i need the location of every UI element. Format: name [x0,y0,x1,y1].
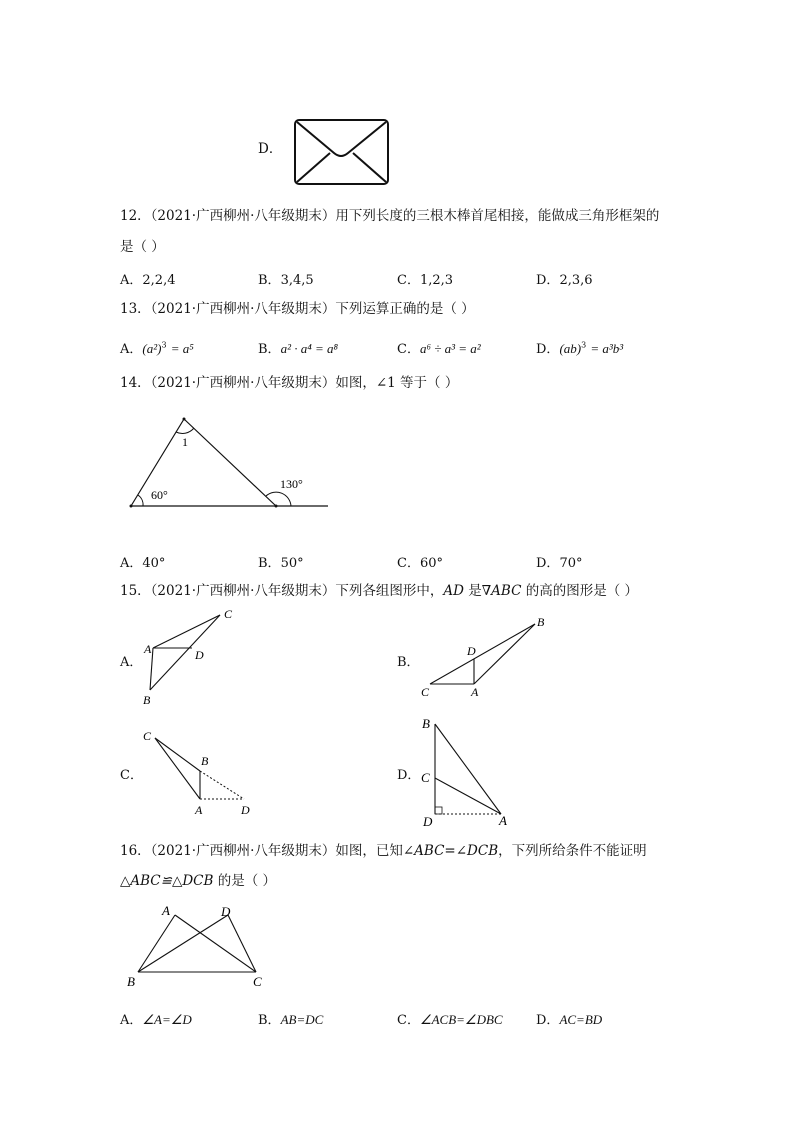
option-label: C． [397,556,420,571]
point-a: A [144,642,152,656]
option-rhs: = a³b³ [590,341,624,356]
option-value: ∠ACB=∠DBC [419,1012,503,1027]
point-c: C [421,685,430,699]
q12-option-c[interactable] [397,269,453,288]
option-exponent: 3 [581,340,587,350]
option-label: C． [397,1013,420,1028]
q15-option-d-label[interactable]: D． [397,768,421,783]
q14-triangle-figure [120,410,340,515]
point-d: D [195,648,204,662]
option-label: B． [258,342,281,357]
q16-option-d[interactable] [536,1009,602,1028]
right-angle-marker [435,807,442,814]
q15-figure-c [138,725,263,820]
q14-option-d[interactable] [536,552,582,571]
point-a: A [499,813,507,828]
q16-option-b[interactable] [258,1009,323,1028]
option-label: B． [258,1013,281,1028]
option-value: 3,4,5 [280,273,314,288]
option-label: A． [120,342,143,357]
point-c: C [253,974,262,989]
stem-text: 是 [463,583,482,599]
option-value: 60° [419,556,443,571]
q14-option-a[interactable] [120,552,165,571]
option-value: 50° [280,556,304,571]
point-a: A [471,685,479,699]
q13-option-c[interactable] [397,338,481,357]
point-b: B [127,974,135,989]
q12-option-b[interactable] [258,269,314,288]
q16-option-c[interactable] [397,1009,503,1028]
point-b: B [422,716,430,731]
option-expr: a⁶ ÷ a³ = a² [419,341,481,356]
q15-option-c-label[interactable]: C． [120,768,143,783]
stem-text: 的高的图形是（ ） [521,583,639,599]
point-d: D [241,803,250,817]
q15-figure-d [415,712,520,832]
option-value: AC=BD [559,1012,603,1027]
angle60-arc [138,495,143,506]
q15-stem [120,582,638,600]
q14-option-c[interactable] [397,552,443,571]
angle130-label: 130° [280,477,303,491]
q16-stem-line1 [120,842,647,860]
option-value: 1,2,3 [419,273,454,288]
q15-option-b-label[interactable]: B． [397,655,420,670]
angle60-label: 60° [151,488,168,502]
envelope-icon [292,117,392,187]
option-label: D． [536,556,560,571]
stem-text: 的是（ ） [213,873,276,889]
q13-option-a[interactable] [120,338,194,357]
option-value: 40° [142,556,166,571]
point-b: B [537,615,545,629]
q16-option-a[interactable] [120,1009,192,1028]
stem-text: 15．（2021·广西柳州·八年级期末）下列各组图形中， [120,583,444,599]
option-label: D． [536,1013,560,1028]
point-c: C [224,607,233,621]
option-value: ∠A=∠D [142,1012,192,1027]
point-a: A [195,803,203,817]
option-label: A． [120,1013,143,1028]
right-side [184,419,276,506]
stem-triangle: ∇ABC [481,583,522,599]
option-rhs: = a⁵ [170,341,194,356]
point-b: B [143,693,151,707]
point-c: C [143,729,152,743]
q15-figure-b [415,612,555,702]
option-expr: a² · a⁴ = a⁸ [280,341,339,356]
option-base: (ab) [559,341,582,356]
q12-option-d[interactable] [536,269,593,288]
q12-option-a[interactable] [120,269,175,288]
option-value: AB=DC [280,1012,324,1027]
point-d: D [221,904,231,919]
option-label: D． [536,342,560,357]
q13-option-d[interactable] [536,338,623,357]
q14-stem: 14．（2021·广西柳州·八年级期末）如图，∠1 等于（ ） [120,375,459,391]
option-base: (a²) [142,341,162,356]
option-label: D． [536,273,560,288]
option-label: C． [397,342,420,357]
q13-stem: 13．（2021·广西柳州·八年级期末）下列运算正确的是（ ） [120,301,475,317]
q12-stem-line2: 是（ ） [120,239,165,255]
point-b: B [201,754,209,768]
option-value: 2,3,6 [559,273,593,288]
option-label: C． [397,273,420,288]
q14-option-b[interactable] [258,552,304,571]
option-label: A． [120,273,143,288]
q11-option-d-label: D． [258,141,283,157]
stem-congruence: △ABC≌△DCB [120,873,214,889]
point-c: C [421,770,430,785]
q13-option-b[interactable] [258,338,338,357]
point-a: A [162,903,170,918]
q16-figure [120,898,280,993]
stem-condition: ∠ABC=∠DCB [402,843,499,859]
stem-text: 16．（2021·广西柳州·八年级期末）如图，已知 [120,843,403,859]
q15-option-a-label[interactable]: A． [120,655,143,670]
point-d: D [467,644,476,658]
point-d: D [423,814,433,829]
angle1-label: 1 [182,435,188,449]
option-label: B． [258,556,281,571]
stem-ad: AD [443,583,464,599]
q15-figure-a [140,603,240,711]
angle130-arc [266,492,291,506]
option-label: B． [258,273,281,288]
stem-text: ，下列所给条件不能证明 [498,843,647,859]
q16-stem-line2 [120,872,276,890]
option-label: A． [120,556,143,571]
q12-stem-line1: 12．（2021·广西柳州·八年级期末）用下列长度的三根木棒首尾相接，能做成三角形框架的 [120,208,660,224]
option-value: 70° [559,556,583,571]
option-exponent: 3 [161,340,167,350]
option-value: 2,2,4 [142,273,176,288]
